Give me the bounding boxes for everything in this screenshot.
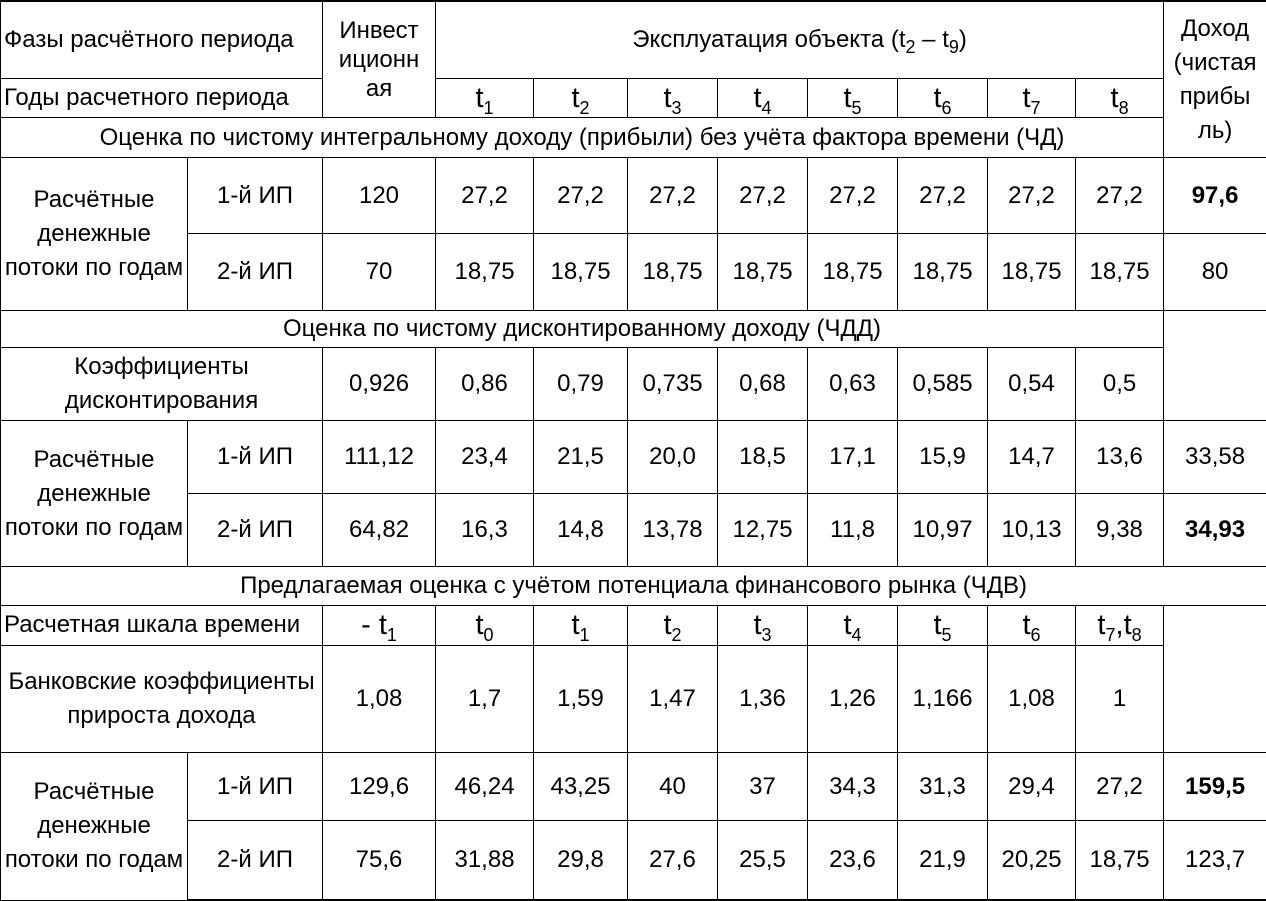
table-cell: 40	[628, 753, 718, 821]
table-cell: 18,75	[1076, 821, 1164, 900]
section-title-chdv: Предлагаемая оценка с учётом потенциала финансового рынка (ЧДВ)	[1, 567, 1266, 606]
table-cell: 20,25	[988, 821, 1076, 900]
table-cell: 18,75	[534, 234, 628, 310]
table-cell: 18,75	[628, 234, 718, 310]
income-header: Доход (чистая прибы ль)	[1164, 1, 1266, 158]
table-cell: 1,7	[436, 645, 534, 753]
table-cell: 13,6	[1076, 421, 1164, 494]
table-cell: 18,75	[436, 234, 534, 310]
table-row	[1, 821, 1266, 900]
table-cell: 29,4	[988, 753, 1076, 821]
table-cell: 13,78	[628, 494, 718, 567]
income-total: 33,58	[1164, 421, 1266, 494]
table-cell: 18,75	[718, 234, 808, 310]
table-cell: 27,2	[898, 158, 988, 234]
table-cell: 27,2	[1076, 753, 1164, 821]
table-cell: 14,8	[534, 494, 628, 567]
table-cell: 0,54	[988, 348, 1076, 421]
table-cell: 18,75	[898, 234, 988, 310]
table-cell: 27,2	[808, 158, 898, 234]
table-cell: 75,6	[323, 821, 436, 900]
table-cell: 1,36	[718, 645, 808, 753]
table-cell: 10,97	[898, 494, 988, 567]
table-row	[1, 494, 1266, 567]
table-row	[1, 234, 1266, 310]
table-row	[1, 753, 1266, 821]
exploitation-phase-header	[436, 1, 1164, 78]
table-cell: 27,2	[436, 158, 534, 234]
table-cell: 29,8	[534, 821, 628, 900]
empty-cell	[1164, 310, 1266, 421]
table-cell: 21,9	[898, 821, 988, 900]
table-cell: 16,3	[436, 494, 534, 567]
period-header: $t_6$	[898, 78, 988, 118]
table-cell: 1,59	[534, 645, 628, 753]
table-cell: 120	[323, 158, 436, 234]
ip1-label: 1-й ИП	[188, 753, 323, 821]
table-cell: 27,2	[988, 158, 1076, 234]
table-cell: 0,585	[898, 348, 988, 421]
scale-cell: - $t_1$	[323, 605, 436, 645]
phases-label: Фазы расчётного периода	[1, 1, 323, 78]
table-cell: 0,926	[323, 348, 436, 421]
table-cell: 11,8	[808, 494, 898, 567]
scale-cell: $t_3$	[718, 605, 808, 645]
period-header: $t_4$	[718, 78, 808, 118]
time-scale-row	[1, 605, 1266, 645]
flows-label: Расчётные денежные потоки по годам	[1, 158, 188, 310]
ip2-label: 2-й ИП	[188, 821, 323, 900]
table-cell: 0,86	[436, 348, 534, 421]
table-cell: 23,4	[436, 421, 534, 494]
scale-cell: $t_5$	[898, 605, 988, 645]
table-cell: 70	[323, 234, 436, 310]
table-cell: 27,2	[628, 158, 718, 234]
table-cell: 129,6	[323, 753, 436, 821]
section-chdv-title-row	[1, 567, 1266, 606]
table-cell: 1,08	[988, 645, 1076, 753]
table-cell: 20,0	[628, 421, 718, 494]
table-cell: 64,82	[323, 494, 436, 567]
table-cell: 0,63	[808, 348, 898, 421]
flows-label: Расчётные денежные потоки по годам	[1, 421, 188, 567]
scale-cell: $t_0$	[436, 605, 534, 645]
ip1-label: 1-й ИП	[188, 158, 323, 234]
table-row	[1, 421, 1266, 494]
table-cell: 0,5	[1076, 348, 1164, 421]
table-cell: 12,75	[718, 494, 808, 567]
exploitation-label: Эксплуатация объекта $(t_2 - t_9)$	[632, 25, 967, 57]
table-cell: 27,2	[718, 158, 808, 234]
years-label: Годы расчетного периода	[1, 78, 323, 118]
table-cell: 18,75	[988, 234, 1076, 310]
scale-cell: $t_1$	[534, 605, 628, 645]
ip1-label: 1-й ИП	[188, 421, 323, 494]
table-cell: 1,47	[628, 645, 718, 753]
table-cell: 34,3	[808, 753, 898, 821]
income-total: 80	[1164, 234, 1266, 310]
discount-coef-label: Коэффициенты дисконтирования	[1, 348, 323, 421]
section-title-chdd: Оценка по чистому дисконтированному доходу (ЧДД)	[1, 310, 1164, 348]
table-cell: 9,38	[1076, 494, 1164, 567]
table-cell: 0,79	[534, 348, 628, 421]
table-cell: 14,7	[988, 421, 1076, 494]
table-cell: 18,75	[808, 234, 898, 310]
table-cell: 31,88	[436, 821, 534, 900]
table-cell: 27,2	[1076, 158, 1164, 234]
table-cell: 17,1	[808, 421, 898, 494]
section-chd-title-row	[1, 118, 1266, 158]
header-row-phases	[1, 1, 1266, 78]
income-total: 97,6	[1164, 158, 1266, 234]
table-row	[1, 348, 1266, 421]
table-cell: 0,68	[718, 348, 808, 421]
table-cell: 1	[1076, 645, 1164, 753]
time-scale-label: Расчетная шкала времени	[1, 605, 323, 645]
flows-label: Расчётные денежные потоки по годам	[1, 753, 188, 900]
period-header: $t_3$	[628, 78, 718, 118]
table-cell: 15,9	[898, 421, 988, 494]
table-cell: 23,6	[808, 821, 898, 900]
period-header: $t_7$	[988, 78, 1076, 118]
table-cell: 37	[718, 753, 808, 821]
income-total: 34,93	[1164, 494, 1266, 567]
header-row-years	[1, 78, 1266, 118]
bank-coef-label: Банковские коэффициенты прироста дохода	[1, 645, 323, 753]
table-cell: 0,735	[628, 348, 718, 421]
table-cell: 27,6	[628, 821, 718, 900]
table-cell: 1,08	[323, 645, 436, 753]
table-cell: 31,3	[898, 753, 988, 821]
scale-cell: $t_2$	[628, 605, 718, 645]
period-header: $t_5$	[808, 78, 898, 118]
table-cell: 46,24	[436, 753, 534, 821]
invest-phase-header: Инвест иционн ая	[323, 1, 436, 118]
table-row	[1, 645, 1266, 753]
section-title-chd: Оценка по чистому интегральному доходу (прибыли) без учёта фактора времени (ЧД)	[1, 118, 1164, 158]
table-cell: 21,5	[534, 421, 628, 494]
table-cell: 25,5	[718, 821, 808, 900]
table-cell: 43,25	[534, 753, 628, 821]
empty-cell	[1164, 605, 1266, 752]
table-cell: 18,75	[1076, 234, 1164, 310]
table-cell: 27,2	[534, 158, 628, 234]
scale-cell: $t_4$	[808, 605, 898, 645]
income-total: 159,5	[1164, 753, 1266, 821]
table-row	[1, 158, 1266, 234]
ip2-label: 2-й ИП	[188, 494, 323, 567]
table-cell: 18,5	[718, 421, 808, 494]
period-header: $t_1$	[436, 78, 534, 118]
table-cell: 1,166	[898, 645, 988, 753]
section-chdd-title-row	[1, 310, 1266, 348]
period-header: $t_2$	[534, 78, 628, 118]
scale-cell: $t_7,t_8$	[1076, 605, 1164, 645]
ip2-label: 2-й ИП	[188, 234, 323, 310]
period-header: $t_8$	[1076, 78, 1164, 118]
table-cell: 1,26	[808, 645, 898, 753]
table-cell: 10,13	[988, 494, 1076, 567]
table-cell: 111,12	[323, 421, 436, 494]
scale-cell: $t_6$	[988, 605, 1076, 645]
income-total: 123,7	[1164, 821, 1266, 900]
